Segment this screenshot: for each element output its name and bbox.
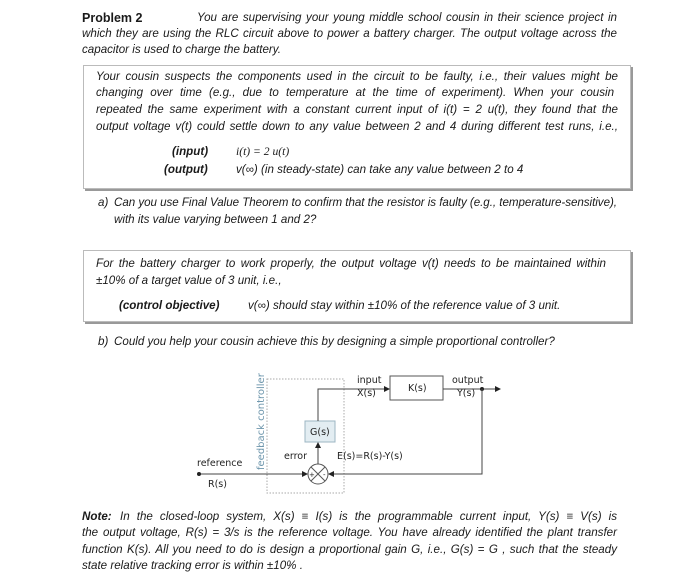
objective-label: (control objective): [119, 299, 220, 312]
question-a-line: Can you use Final Value Theorem to confirm that the resistor is faulty (e.g., temperature-sensitive),: [114, 196, 617, 209]
intro-line: You are supervising your young middle school cousin in their science project in: [197, 11, 617, 24]
objective-value: v(∞) should stay within ±10% of the reference value of 3 unit.: [248, 299, 561, 312]
question-b-text: Could you help your cousin achieve this by designing a simple proportional controller?: [114, 335, 555, 348]
question-a-marker: a): [98, 196, 109, 209]
reference-signal: R(s): [208, 479, 227, 490]
input-label: (input): [172, 145, 209, 158]
box1-line: output voltage v(t) could settle down to any value between 2 and 4 during different test runs, i.e.,: [96, 120, 618, 133]
question-a-line: with its value varying between 1 and 2?: [114, 213, 317, 226]
box2-line: ±10% of a target value of 3 unit, i.e.,: [96, 274, 282, 287]
intro-line: which they are using the RLC circuit above to power a battery charger. The output voltage across the: [82, 27, 617, 40]
intro-line: capacitor is used to charge the battery.: [82, 43, 281, 56]
output-label: (output): [164, 163, 208, 176]
note-line: the output voltage, R(s) = 3/s is the reference voltage. You have already identified the plant transfer: [82, 526, 617, 539]
note-line: state relative tracking error is within ±10% .: [82, 559, 303, 572]
reference-node: [197, 472, 201, 476]
problem-heading: Problem 2: [82, 11, 143, 25]
box1-line: Your cousin suspects the components used in the circuit to be faulty, i.e., their values might be: [96, 70, 618, 83]
input-value: i(t) = 2 u(t): [236, 145, 290, 158]
box2-line: For the battery charger to work properly, the output voltage v(t) needs to be maintained within: [96, 257, 606, 270]
error-equation: E(s)=R(s)-Y(s): [337, 451, 403, 462]
reference-label: reference: [197, 458, 243, 469]
box1-line: changing over time (e.g., due to temperature at the time of experiment). When your cousin: [96, 86, 615, 99]
input-wire: [318, 389, 389, 421]
note-line: function K(s). All you need to do is design a proportional gain G, i.e., G(s) = G , such that the steady: [82, 543, 617, 556]
controller-label: feedback controller: [256, 373, 267, 470]
error-label: error: [284, 451, 307, 462]
box1-line: repeated the same experiment with a constant current input of i(t) = 2 u(t), they found that the: [96, 103, 618, 116]
note-line: In the closed-loop system, X(s) ≡ I(s) is the programmable current input, Y(s) ≡ V(s) is: [120, 510, 617, 523]
note-label: Note:: [82, 510, 112, 523]
plus-sign: +: [309, 471, 315, 479]
output-signal: Y(s): [457, 388, 476, 399]
minus-sign: -: [323, 471, 326, 479]
gain-label: G(s): [310, 427, 330, 438]
output-value: v(∞) (in steady-state) can take any value between 2 to 4: [236, 163, 524, 176]
question-b-marker: b): [98, 335, 109, 348]
input-signal: X(s): [357, 388, 376, 399]
output-label: output: [452, 375, 484, 386]
input-label: input: [357, 375, 382, 386]
plant-label: K(s): [408, 383, 427, 394]
